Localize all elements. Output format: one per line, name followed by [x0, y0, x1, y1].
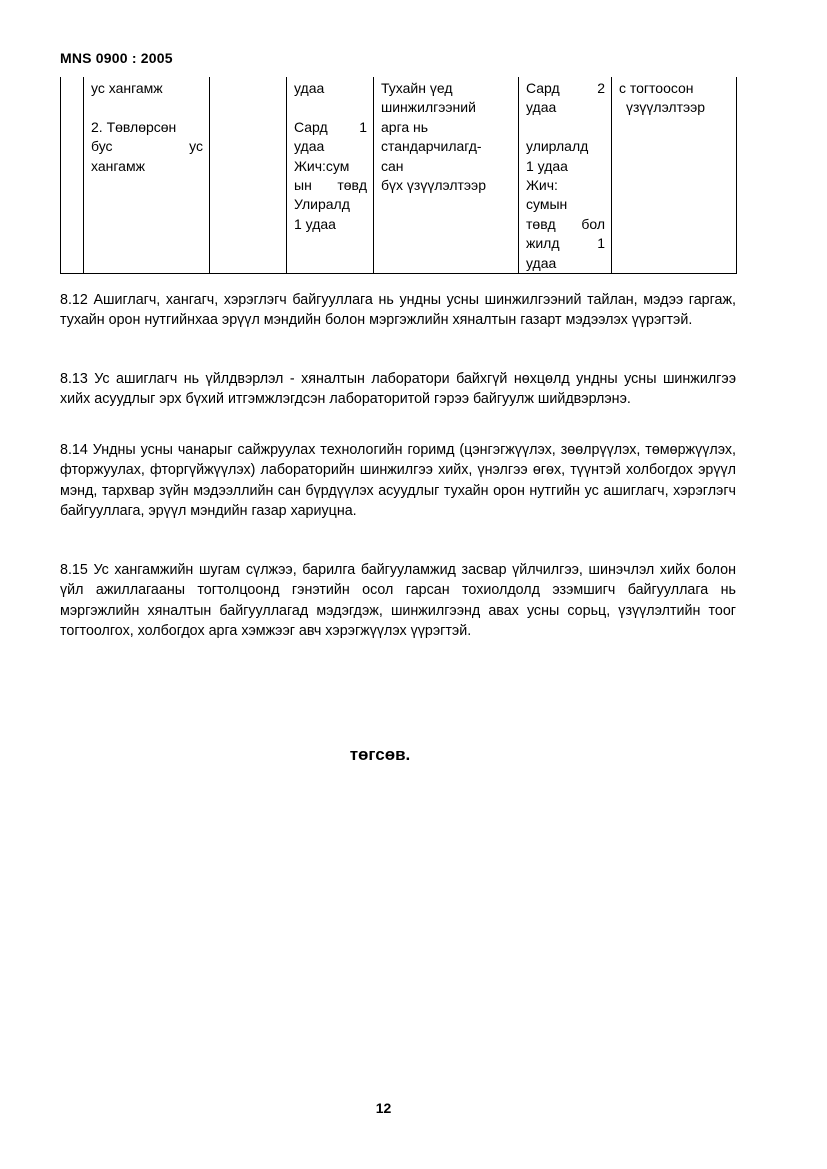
table-cell-method — [374, 77, 519, 274]
paragraph-8-12: 8.12 Ашиглагч, хангагч, хэрэглэгч байгууллага нь ундны усны шинжилгээний тайлан, мэдээ гаргаж, тухайн орон нутгийнхаа эрүүл мэндийн болон мэргэжлийн хяналтын газарт мэдээлэх үүрэгтэй. — [60, 292, 736, 329]
table-cell-frequency-b — [519, 77, 612, 274]
cell-line: Улиралд — [294, 196, 350, 213]
cell-line: бус ус — [91, 138, 203, 155]
cell-line: жилд 1 — [526, 235, 605, 252]
cell-line: 1 удаа — [294, 215, 336, 232]
cell-line: Сард 2 — [526, 80, 605, 96]
cell-line: арга нь — [381, 118, 429, 135]
cell-line: үзүүлэлтээр — [626, 99, 706, 116]
cell-line: удаа — [294, 80, 325, 96]
table-cell-indicators — [612, 77, 737, 274]
standard-table — [60, 77, 737, 274]
cell-line: удаа — [294, 138, 325, 155]
cell-line: Тухайн үед — [381, 80, 453, 96]
cell-line: Жич: — [526, 177, 558, 194]
cell-line: удаа — [526, 254, 557, 271]
page-number: 12 — [375, 1100, 392, 1116]
table-cell-empty-1 — [61, 77, 84, 274]
document-end-mark: төгсөв. — [349, 745, 411, 764]
cell-line: Сард 1 — [294, 118, 367, 135]
cell-line: с тогтоосон — [619, 80, 694, 96]
cell-line: удаа — [526, 99, 557, 116]
cell-line: сан — [381, 157, 404, 174]
cell-line: ус хангамж — [91, 80, 163, 96]
table-cell-empty-3 — [210, 77, 287, 274]
cell-line: 1 удаа — [526, 157, 568, 174]
table-row — [61, 77, 737, 274]
cell-line: ын төвд — [294, 177, 367, 194]
cell-line: 2. Төвлөрсөн — [91, 118, 177, 135]
table-cell-frequency-a — [287, 77, 374, 274]
cell-line: стандарчилагд- — [381, 138, 482, 155]
paragraph-8-14: 8.14 Ундны усны чанарыг сайжруулах технологийн горимд (цэнгэгжүүлэх, зөөлрүүлэх, төмөржүүлэх, фторжуулах, фторгүйжүүлэх) лабораторийн шинжилгээ хийх, үнэлгээ өгөх, түүнтэй холбогдох эрүүл мэнд, тархвар зүйн мэдээллийн сан бүрдүүлэх асуудлыг тухайн орон нутгийн ус ашиглагч, хэрэглэгч байгууллага, эрүүл мэндийн газар хариуцна. — [60, 442, 736, 519]
cell-line: шинжилгээний — [381, 99, 476, 116]
table-cell-supply-type — [84, 77, 210, 274]
document-header: MNS 0900 : 2005 — [60, 50, 173, 66]
cell-line: улирлалд — [526, 138, 589, 155]
cell-line: төвд бол — [526, 215, 605, 232]
paragraph-8-15: 8.15 Ус хангамжийн шугам сүлжээ, барилга байгууламжид засвар үйлчилгээ, шинэчлэл хийх болон үйл ажиллагааны тогтолцоонд гэнэтийн осол гарсан тохиолдолд эзэмшигч байгууллага нь мэргэжлийн хяналтын байгууллагад мэдэгдэж, шинжилгээнд авах усны сорьц, үзүүлэлтийн тоог тогтоолгох, холбогдох арга хэмжээг авч хэрэгжүүлэх үүрэгтэй. — [60, 562, 736, 639]
paragraph-8-13: 8.13 Ус ашиглагч нь үйлдвэрлэл - хяналтын лаборатори байхгүй нөхцөлд ундны усны шинжилгээ хийх асуудлыг эрх бүхий итгэмжлэгдсэн лабораторитой гэрээ байгуулж шийдвэрлэнэ. — [60, 371, 736, 408]
cell-line: бүх үзүүлэлтээр — [381, 177, 486, 194]
cell-line: Жич:сум — [294, 157, 350, 174]
cell-line: хангамж — [91, 157, 145, 174]
cell-line: сумын — [526, 196, 568, 213]
